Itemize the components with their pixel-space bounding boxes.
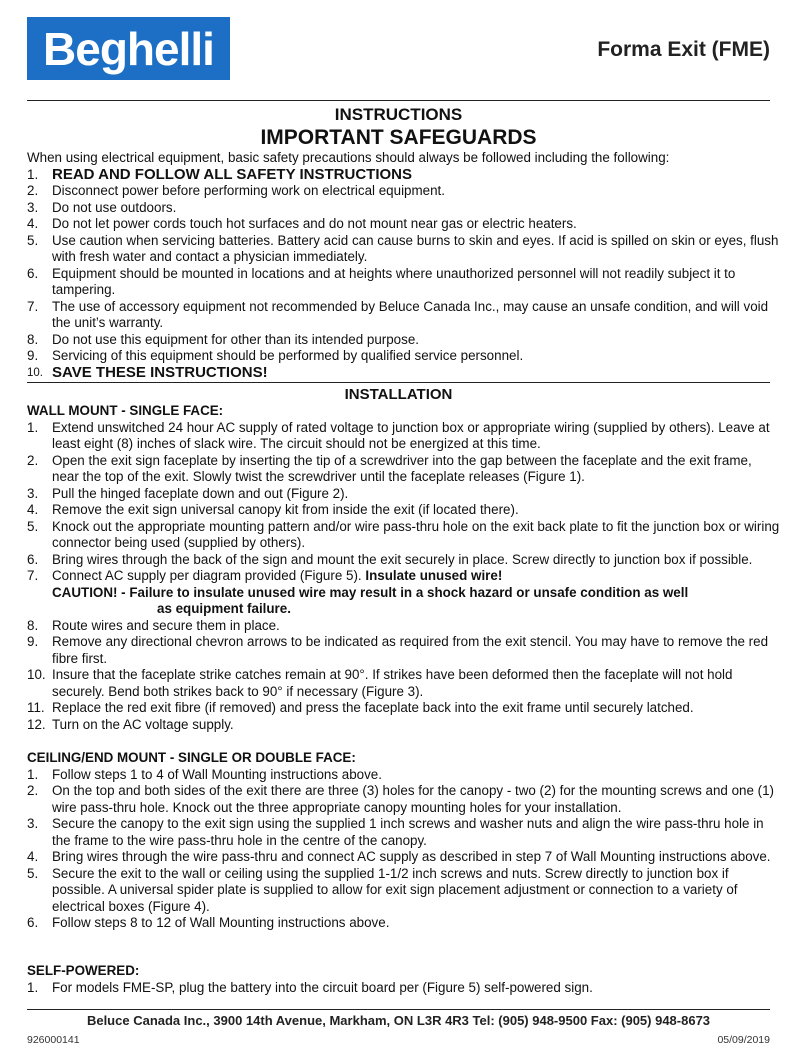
list-item: 1. Follow steps 1 to 4 of Wall Mounting instructions above. (27, 766, 382, 782)
list-item: 7. The use of accessory equipment not recommended by Beluce Canada Inc., may cause an unsafe condition, and will void the unit’s warranty. (27, 298, 769, 330)
caution-text-continued: as equipment failure. (157, 601, 291, 616)
self-powered-heading: SELF-POWERED: (27, 963, 140, 978)
list-item: 1. Extend unswitched 24 hour AC supply of rated voltage to junction box or appropriate wiring (supplied by others). Leave at least eight (8) inches of slack wire. The circuit should not be energized at this time. (27, 419, 770, 451)
caution-text: CAUTION! - Failure to insulate unused wire may result in a shock hazard or unsafe condition as well (52, 584, 689, 600)
intro-text: When using electrical equipment, basic safety precautions should always be followed including the following: (27, 150, 670, 165)
list-item: 12. Turn on the AC voltage supply. (27, 716, 234, 732)
list-item: 10. Insure that the faceplate strike catches remain at 90°. If strikes have been deformed then the faceplate will not hold securely. Bend both strikes back to 90° if necessary (Figure 3). (27, 667, 733, 699)
list-item: 5. Use caution when servicing batteries. Battery acid can cause burns to skin and eyes. If acid is spilled on skin or eyes, flush with fresh water and contact a physician immediately. (27, 232, 779, 264)
list-item: 5. Secure the exit to the wall or ceiling using the supplied 1-1/2 inch screws and nuts. Screw directly to junction box if possible. A universal spider plate is supplied to allow for exit sign placement adjustment or connection to a variety of electrical boxes (Figure 4). (27, 865, 738, 914)
ceiling-steps-list (27, 767, 782, 932)
list-item: 4. Remove the exit sign universal canopy kit from inside the exit (if located there). (27, 502, 519, 517)
header-divider (27, 100, 770, 101)
list-item: 8. Do not use this equipment for other than its intended purpose. (27, 331, 419, 347)
list-item: 6. Bring wires through the back of the sign and mount the exit securely in place. Screw directly to junction box if possible. (27, 551, 753, 567)
wall-mount-heading: WALL MOUNT - SINGLE FACE: (27, 403, 224, 418)
beghelli-logo: Beghelli (27, 17, 230, 80)
list-item: 1. For models FME-SP, plug the battery into the circuit board per (Figure 5) self-powered sign. (27, 979, 593, 995)
wall-mount-section (27, 403, 782, 733)
footer-divider (27, 1009, 770, 1010)
installation-divider (27, 382, 770, 383)
list-item: 2. On the top and both sides of the exit there are three (3) holes for the canopy - two (2) for the mounting screws and one (1) wire pass-thru hole. Knock out the three appropriate canopy mounting holes for your installation. (27, 783, 775, 815)
safeguards-list (27, 167, 782, 382)
ceiling-mount-heading: CEILING/END MOUNT - SINGLE OR DOUBLE FACE: (27, 750, 356, 765)
safeguards-heading: IMPORTANT SAFEGUARDS (260, 126, 537, 149)
list-item: 6. Follow steps 8 to 12 of Wall Mounting instructions above. (27, 915, 390, 930)
footer-address: Beluce Canada Inc., 3900 14th Avenue, Markham, ON L3R 4R3 Tel: (905) 948-9500 Fax: (905) 948-8673 (86, 1013, 711, 1028)
instructions-heading: INSTRUCTIONS (334, 105, 463, 124)
list-item: 4. Do not let power cords touch hot surfaces and do not mount near gas or electric heaters. (27, 216, 577, 231)
product-title: Forma Exit (FME) (597, 38, 770, 61)
list-item: 6. Equipment should be mounted in locations and at heights where unauthorized personnel will not readily subject it to tampering. (27, 265, 736, 297)
wall-steps-list (27, 420, 782, 734)
list-item: 4. Bring wires through the wire pass-thru and connect AC supply as described in step 7 of Wall Mounting instructions above. (27, 849, 771, 864)
safeguards-section (27, 150, 782, 381)
document-number: 926000141 (27, 1034, 80, 1046)
document-date: 05/09/2019 (717, 1034, 770, 1046)
list-item: 11. Replace the red exit fibre (if removed) and press the faceplate back into the exit frame until securely latched. (27, 700, 694, 715)
list-item: 10. SAVE THESE INSTRUCTIONS! (27, 363, 268, 381)
list-item: 3. Secure the canopy to the exit sign using the supplied 1 inch screws and washer nuts and align the wire pass-thru hole in the frame to the wire pass-thru hole in the centre of the canopy. (27, 816, 764, 848)
list-item: 5. Knock out the appropriate mounting pattern and/or wire pass-thru hole on the exit back plate to fit the junction box or wiring connector being used (supplied by others). (27, 518, 780, 550)
list-item: 9. Servicing of this equipment should be performed by qualified service personnel. (27, 348, 524, 363)
installation-heading: INSTALLATION (344, 386, 453, 403)
list-item: 7. Connect AC supply per diagram provided (Figure 5). Insulate unused wire! CAUTION! - Failure to insulate unused wire may result in a shock hazard or unsafe condition as well as equipment failure. (27, 568, 782, 618)
list-item: 8. Route wires and secure them in place. (27, 617, 280, 633)
ceiling-mount-section (27, 750, 782, 932)
list-item: 3. Pull the hinged faceplate down and out (Figure 2). (27, 485, 349, 501)
list-item: 2. Open the exit sign faceplate by inserting the tip of a screwdriver into the gap between the faceplate and the exit frame, near the top of the exit. Slowly twist the screwdriver until the faceplate releases (Figure 1). (27, 452, 752, 484)
list-item: 9. Remove any directional chevron arrows to be indicated as required from the exit stencil. You may have to remove the red fibre first. (27, 634, 769, 666)
self-powered-section (27, 963, 782, 996)
list-item: 2. Disconnect power before performing work on electrical equipment. (27, 183, 445, 198)
self-powered-list (27, 980, 782, 997)
list-item: 1. READ AND FOLLOW ALL SAFETY INSTRUCTIONS (27, 165, 412, 183)
list-item: 3. Do not use outdoors. (27, 199, 177, 215)
